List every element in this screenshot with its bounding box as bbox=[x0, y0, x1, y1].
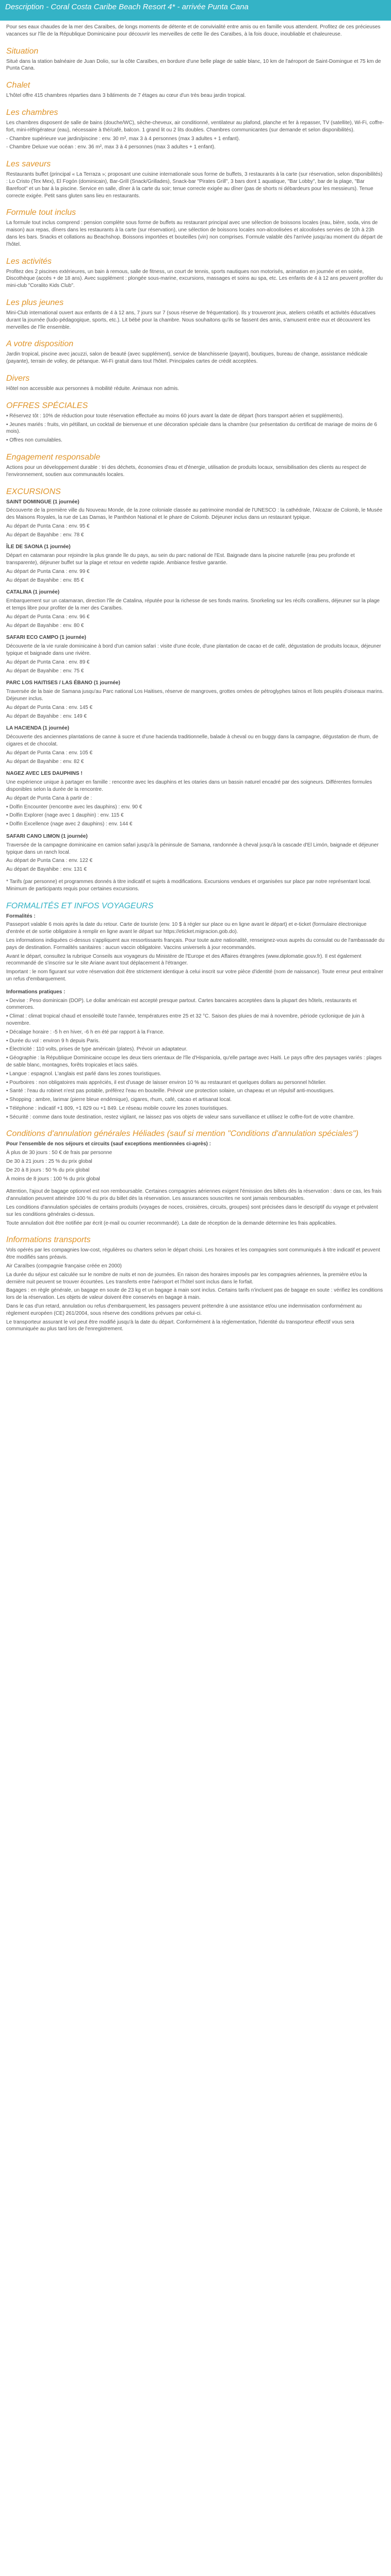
excursion-item bbox=[6, 833, 385, 873]
title-banner bbox=[0, 0, 391, 21]
excursion-price: Au départ de Bayahibe : env. 85 € bbox=[6, 577, 84, 583]
excursion-price: Au départ de Punta Cana : env. 89 € bbox=[6, 659, 90, 665]
excursion-price: • Dolfin Excellence (nage avec 2 dauphins) : env. 144 € bbox=[6, 821, 133, 827]
chalet-heading: Chalet bbox=[6, 81, 30, 90]
excursion-price: Au départ de Punta Cana : env. 122 € bbox=[6, 858, 93, 864]
excursions-heading: EXCURSIONS bbox=[6, 487, 61, 496]
excursion-name: SAFARI ECO CAMPO (1 journée) bbox=[6, 635, 87, 641]
intro-text: Pour ses eaux chaudes de la mer des Caraïbes, de longs moments de détente et de convivialité entre amis ou en famille vous attendent. Profitez de ces précieuses vacances sur l'île de la République Dominicaine pour découvrir les merveilles de cette île des Caraïbes, à la fois douce, inoubliable et chaleureuse. bbox=[6, 24, 381, 37]
cancellation-item: À moins de 8 jours : 100 % du prix global bbox=[6, 1176, 100, 1182]
excursion-item bbox=[6, 544, 385, 584]
offers-heading: OFFRES SPÉCIALES bbox=[6, 401, 88, 410]
excursion-price: Au départ de Bayahibe : env. 80 € bbox=[6, 622, 84, 629]
formalities-text: Avant le départ, consultez la rubrique Conseils aux voyageurs du Ministère de l'Europe et des Affaires étrangères (www.diplomatie.gouv.fr). Il est également recommandé de s'inscrire sur le site Ariane avant tout déplacement à l'étranger. bbox=[6, 953, 362, 967]
all-inclusive-heading: Formule tout inclus bbox=[6, 208, 76, 217]
all-inclusive-text: La formule tout inclus comprend : pension complète sous forme de buffets au restaurant principal avec une sélection de boissons locales (eau, bière, soda, vins de maison) aux repas, dîners dans les restaurants à la carte (sur réservation), une sélection de boissons locales non-alcoolisées et alcoolisées servies de 10h à 23h dans les bars. Snacks et collations au Beachshop. Boissons importées et bouteilles (vin) non comprises. Formule valable dès l'arrivée jusqu'au moment du départ de l'hôtel. bbox=[6, 220, 383, 247]
practical-info-item: • Pourboires : non obligatoires mais appréciés, il est d'usage de laisser environ 10 % au restaurant et quelques dollars au personnel hôtelier. bbox=[6, 1079, 327, 1086]
excursion-price: Au départ de Bayahibe : env. 75 € bbox=[6, 668, 84, 674]
situation-text: Situé dans la station balnéaire de Juan Dolio, sur la côte Caraïbes, en bordure d'une belle plage de sable blanc, 10 km de l'aéroport de Saint-Domingue et 75 km de Punta Cana. bbox=[6, 58, 381, 72]
transport-text: Le transporteur assurant le vol peut être modifié jusqu'à la date du départ. Conformément à la réglementation, l'identité du transporteur effectif vous sera communiquée au plus tard lors de l'enregistrement. bbox=[6, 1319, 354, 1332]
dining-heading: Les saveurs bbox=[6, 160, 51, 169]
excursion-price: Au départ de Punta Cana : env. 145 € bbox=[6, 704, 93, 710]
excursion-name: PARC LOS HAITISES / LAS ÉBANO (1 journée) bbox=[6, 680, 120, 686]
excursion-price: Au départ de Punta Cana : env. 95 € bbox=[6, 523, 90, 529]
practical-info-item: • Santé : l'eau du robinet n'est pas potable, préférez l'eau en bouteille. Prévoir une protection solaire, un chapeau et un répulsif anti-moustiques. bbox=[6, 1088, 335, 1094]
practical-info-item: • Téléphone : indicatif +1 809, +1 829 ou +1 849. Le réseau mobile couvre les zones touristiques. bbox=[6, 1105, 228, 1111]
transport-heading: Informations transports bbox=[6, 1235, 91, 1245]
excursion-name: CATALINA (1 journée) bbox=[6, 589, 60, 596]
rooms-deluxe: - Chambre Deluxe vue océan : env. 36 m², max 3 à 4 personnes (max 3 adultes + 1 enfant). bbox=[6, 144, 216, 150]
excursion-price: Au départ de Punta Cana : env. 105 € bbox=[6, 750, 93, 756]
excursion-item bbox=[6, 680, 385, 720]
transport-text: Dans le cas d'un retard, annulation ou refus d'embarquement, les passagers peuvent prétendre à une assistance et/ou une indemnisation conformément au règlement européen (CE) 261/2004, sous réserve des conditions prévues par celui-ci. bbox=[6, 1303, 362, 1316]
practical-info-item: • Géographie : la République Dominicaine occupe les deux tiers orientaux de l'île d'Hispaniola, qu'elle partage avec Haïti. Le pays offre des paysages variés : plages de sable blanc, montagnes, forêts tropicales et lacs salés. bbox=[6, 1055, 382, 1068]
excursion-description: Découverte de la vie rurale dominicaine à bord d'un camion safari : visite d'une école, d'une plantation de cacao et de café, dégustation de produits locaux, déjeuner typique et baignade dans une rivière. bbox=[6, 643, 381, 657]
excursion-description: Embarquement sur un catamaran, direction l'île de Catalina, réputée pour la richesse de ses fonds marins. Snorkeling sur les récifs coralliens, déjeuner sur la plage et temps libre pour profiter de la mer des Caraïbes. bbox=[6, 598, 380, 612]
transport-text: Vols opérés par les compagnies low-cost, régulières ou charters selon le départ choisi. Les horaires et les compagnies sont communiqués à titre indicatif et peuvent être modifiés sans préavis. bbox=[6, 1247, 380, 1261]
excursion-price: Au départ de Bayahibe : env. 131 € bbox=[6, 867, 87, 873]
excursion-price: Au départ de Punta Cana : env. 99 € bbox=[6, 568, 90, 574]
excursion-item bbox=[6, 589, 385, 629]
rooms-heading: Les chambres bbox=[6, 108, 58, 117]
excursion-price: Au départ de Punta Cana à partir de : bbox=[6, 795, 92, 801]
practical-info-item: • Décalage horaire : -5 h en hiver, -6 h en été par rapport à la France. bbox=[6, 1029, 165, 1035]
excursion-price: Au départ de Bayahibe : env. 149 € bbox=[6, 713, 87, 719]
practical-info-item: • Climat : climat tropical chaud et ensoleillé toute l'année, températures entre 25 et 32 °C. Saison des pluies de mai à novembre, période cyclonique de juin à novembre. bbox=[6, 1013, 365, 1026]
offer-item: • Offres non cumulables. bbox=[6, 437, 62, 444]
excursion-name: ÎLE DE SAONA (1 journée) bbox=[6, 544, 71, 550]
offer-item: • Jeunes mariés : fruits, vin pétillant, un cocktail de bienvenue et une décoration spéciale dans la chambre (sur présentation du certificat de mariage de moins de 6 mois). bbox=[6, 421, 377, 435]
excursion-name: NAGEZ AVEC LES DAUPHINS ! bbox=[6, 771, 83, 777]
chalet-text: L'hôtel offre 415 chambres réparties dans 3 bâtiments de 7 étages au cœur d'un très beau jardin tropical. bbox=[6, 93, 246, 99]
cancellation-item: De 30 à 21 jours : 25 % du prix global bbox=[6, 1159, 92, 1165]
cancellation-heading: Conditions d'annulation générales Héliades (sauf si mention "Conditions d'annulation spéciales") bbox=[6, 1129, 359, 1139]
misc-heading: Divers bbox=[6, 374, 30, 383]
situation-heading: Situation bbox=[6, 46, 39, 56]
excursion-name: LA HACIENDA (1 journée) bbox=[6, 725, 70, 732]
facilities-heading: A votre disposition bbox=[6, 340, 74, 349]
activities-heading: Les activités bbox=[6, 257, 52, 266]
excursion-item bbox=[6, 770, 385, 828]
excursion-description: Une expérience unique à partager en famille : rencontre avec les dauphins et les otaries dans un bassin naturel encadré par des soigneurs. Différentes formules disponibles selon la durée de la rencontre. bbox=[6, 779, 372, 792]
kids-text: Mini-Club international ouvert aux enfants de 4 à 12 ans, 7 jours sur 7 (sous réserve de fréquentation). Ils y trouveront jeux, ateliers créatifs et activités éducatives durant la journée (ludo-pédagogique, sports, etc.). Lit bébé pour la chambre. Nous souhaitons qu'ils se fassent des amis, s'amusent entre eux et découvrent les merveilles de l'île ensemble. bbox=[6, 310, 376, 330]
practical-info-item: • Durée du vol : environ 9 h depuis Paris. bbox=[6, 1038, 100, 1044]
cancellation-item: De 20 à 8 jours : 50 % du prix global bbox=[6, 1167, 90, 1173]
excursion-price: • Dolfin Encounter (rencontre avec les dauphins) : env. 90 € bbox=[6, 804, 142, 810]
responsibility-heading: Engagement responsable bbox=[6, 452, 101, 462]
cancellation-text: Les conditions d'annulation spéciales de certains produits (voyages de noces, croisières, circuits, groupes) sont précisées dans le descriptif du voyage et prévalent sur les conditions générales ci-dessus. bbox=[6, 1205, 378, 1217]
misc-text: Hôtel non accessible aux personnes à mobilité réduite. Animaux non admis. bbox=[6, 385, 180, 392]
formalities-heading: FORMALITÉS ET INFOS VOYAGEURS bbox=[6, 901, 154, 910]
practical-info-item: • Langue : espagnol. L'anglais est parlé dans les zones touristiques. bbox=[6, 1071, 161, 1077]
practical-info-heading: Informations pratiques : bbox=[6, 989, 66, 995]
activities-text: Profitez des 2 piscines extérieures, un bain à remous, salle de fitness, un court de tennis, sports nautiques non motorisés, animation en journée et en soirée, Discothèque (accès + de 18 ans). Avec supplément : plongée sous-marine, excursions, massages et soins au spa, etc. Les enfants de 4 à 12 ans peuvent profiter du mini-club "Coralito Kids Club". bbox=[6, 268, 383, 289]
excursion-description: Départ en catamaran pour rejoindre la plus grande île du pays, au sein du parc national de l'Est. Baignade dans la piscine naturelle (eau peu profonde et transparente), déjeuner buffet sur la plage et retour en vedette rapide. Ambiance festive garantie. bbox=[6, 553, 355, 566]
excursion-price: • Dolfin Explorer (nage avec 1 dauphin) : env. 115 € bbox=[6, 812, 124, 819]
excursion-price: Au départ de Bayahibe : env. 82 € bbox=[6, 758, 84, 765]
main-content bbox=[0, 21, 391, 1333]
page-title: Description - Coral Costa Caribe Beach Resort 4* - arrivée Punta Cana bbox=[5, 3, 249, 11]
excursion-item bbox=[6, 725, 385, 765]
rooms-superior: - Chambre supérieure vue jardin/piscine : env. 30 m², max 3 à 4 personnes (max 3 adultes + 1 enfant). bbox=[6, 135, 240, 142]
transport-text: Bagages : en règle générale, un bagage en soute de 23 kg et un bagage à main sont inclus. Certains tarifs n'incluent pas de bagage en soute : vérifiez les conditions lors de la réservation. Les objets de valeur doivent être conservés en bagage à main. bbox=[6, 1287, 383, 1301]
kids-heading: Les plus jeunes bbox=[6, 298, 64, 307]
offer-item: • Réservez tôt : 10% de réduction pour toute réservation effectuée au moins 60 jours avant la date de départ (hors transport aérien et suppléments). bbox=[6, 413, 344, 419]
excursion-description: Traversée de la campagne dominicaine en camion safari jusqu'à la péninsule de Samana, randonnée à cheval jusqu'à la cascade d'El Limón, baignade et déjeuner typique dans un ranch local. bbox=[6, 842, 379, 855]
excursion-name: SAINT DOMINGUE (1 journée) bbox=[6, 499, 79, 505]
formalities-text: Important : le nom figurant sur votre réservation doit être strictement identique à celui inscrit sur votre pièce d'identité (nom de naissance). Toute erreur peut entraîner un refus d'embarquement. bbox=[6, 969, 383, 982]
cancellation-item: À plus de 30 jours : 50 € de frais par personne bbox=[6, 1150, 112, 1156]
excursion-item bbox=[6, 499, 385, 539]
facilities-text: Jardin tropical, piscine avec jacuzzi, salon de beauté (avec supplément), service de blanchisserie (payant), boutiques, bureau de change, assistance médicale (payante), terrain de volley, de pétanque. Wi-Fi gratuit dans tout l'hôtel. Principales cartes de crédit acceptées. bbox=[6, 351, 368, 365]
practical-info-item: • Sécurité : comme dans toute destination, restez vigilant, ne laissez pas vos objets de valeur sans surveillance et utilisez le coffre-fort de votre chambre. bbox=[6, 1114, 355, 1120]
excursion-item bbox=[6, 634, 385, 674]
cancellation-text: Toute annulation doit être notifiée par écrit (e-mail ou courrier recommandé). La date de réception de la demande détermine les frais applicables. bbox=[6, 1220, 337, 1226]
excursion-price: Au départ de Bayahibe : env. 78 € bbox=[6, 532, 84, 538]
responsibility-text: Actions pour un développement durable : tri des déchets, économies d'eau et d'énergie, utilisation de produits locaux, sensibilisation des clients au respect de l'environnement, soutien aux communautés locales. bbox=[6, 464, 367, 478]
excursion-name: SAFARI CANO LIMON (1 journée) bbox=[6, 833, 88, 839]
dining-text: Restaurants buffet (principal « La Terraza »; proposant une cuisine internationale sous forme de buffets, 3 restaurants à la carte (sur réservation, selon disponibilités) : Lo Cristo (Tex Mex), El Fogón (dominicain), Bar-Grill (Snack/Grillades), Snack-bar "Pirates Grill", 3 bars dont 1 aquatique, "Bar Lobby", bar de la plage, "Bar Barefoot" et un bar à la piscine. Service en salle, dîner à la carte du soir; tenue correcte exigée au dîner (pas de shorts ni débardeurs pour les messieurs). Tenue correcte exigée. Petit sans gluten sans lieu en restaurants. bbox=[6, 172, 383, 199]
transport-text: La durée du séjour est calculée sur le nombre de nuits et non de journées. En raison des horaires imposés par les compagnies aériennes, la première et/ou la dernière nuit peuvent se trouver écourtées. Les transferts entre l'aéroport et l'hôtel sont inclus dans le forfait. bbox=[6, 1272, 367, 1285]
practical-info-item: • Devise : Peso dominicain (DOP). Le dollar américain est accepté presque partout. Cartes bancaires acceptées dans la plupart des hôtels, restaurants et commerces. bbox=[6, 997, 357, 1011]
formalities-text: Les informations indiquées ci-dessus s'appliquent aux ressortissants français. Pour toute autre nationalité, renseignez-vous auprès du consulat ou de l'ambassade du pays de destination. Formalités sanitaires : aucun vaccin obligatoire. Vaccins universels à jour recommandés. bbox=[6, 937, 385, 951]
cancellation-text: Attention, l'ajout de bagage optionnel est non remboursable. Certaines compagnies aériennes exigent l'émission des billets dès la réservation : dans ce cas, les frais d'annulation peuvent atteindre 100 % du prix du billet dès la réservation. Les assurances souscrites ne sont jamais remboursables. bbox=[6, 1189, 382, 1202]
formalities-subheading: Formalités : bbox=[6, 913, 36, 919]
excursions-note: * Tarifs (par personne) et programmes donnés à titre indicatif et sujets à modifications. Excursions vendues et organisées sur place par notre représentant local. Minimum de participants requis pour certaines excursions. bbox=[6, 878, 371, 892]
formalities-text: Passeport valable 6 mois après la date du retour. Carte de touriste (env. 10 $ à régler sur place ou en ligne avant le départ) et e-ticket (formulaire électronique d'entrée et de sortie obligatoire à remplir en ligne avant le départ sur https://eticket.migracion.gob.do). bbox=[6, 922, 367, 935]
cancellation-intro: Pour l'ensemble de nos séjours et circuits (sauf exceptions mentionnées ci-après) : bbox=[6, 1141, 211, 1147]
rooms-text: Les chambres disposent de salle de bains (douche/WC), sèche-cheveux, air conditionné, ventilateur au plafond, planche et fer à repasser, TV (satellite), Wi-Fi, coffre-fort, mini-réfrigérateur (eau), nécessaire à thé/café, balcon. 1 grand lit ou 2 lits doubles. Chambres communicantes (sur demande et selon disponibilités). bbox=[6, 120, 384, 133]
practical-info-item: • Électricité : 110 volts, prises de type américain (plates). Prévoir un adaptateur. bbox=[6, 1046, 188, 1053]
transport-text: Air Caraïbes (compagnie française créée en 2000) bbox=[6, 1263, 122, 1269]
excursion-price: Au départ de Punta Cana : env. 96 € bbox=[6, 614, 90, 620]
excursion-description: Découverte de la première ville du Nouveau Monde, de la zone coloniale classée au patrimoine mondial de l'UNESCO : la cathédrale, l'Alcazar de Colomb, le Musée des Maisons Royales, la rue de Las Damas, le Panthéon National et le phare de Colomb. Déjeuner inclus dans un restaurant typique. bbox=[6, 507, 383, 521]
practical-info-item: • Shopping : ambre, larimar (pierre bleue endémique), cigares, rhum, café, cacao et artisanat local. bbox=[6, 1097, 232, 1103]
excursion-description: Découverte des anciennes plantations de canne à sucre et d'une hacienda traditionnelle, balade à cheval ou en buggy dans la campagne, dégustation de rhum, de cigares et de chocolat. bbox=[6, 734, 379, 748]
excursion-description: Traversée de la baie de Samana jusqu'au Parc national Los Haitises, réserve de mangroves, grottes ornées de pétroglyphes taïnos et îlots peuplés d'oiseaux marins. Déjeuner inclus. bbox=[6, 689, 384, 702]
